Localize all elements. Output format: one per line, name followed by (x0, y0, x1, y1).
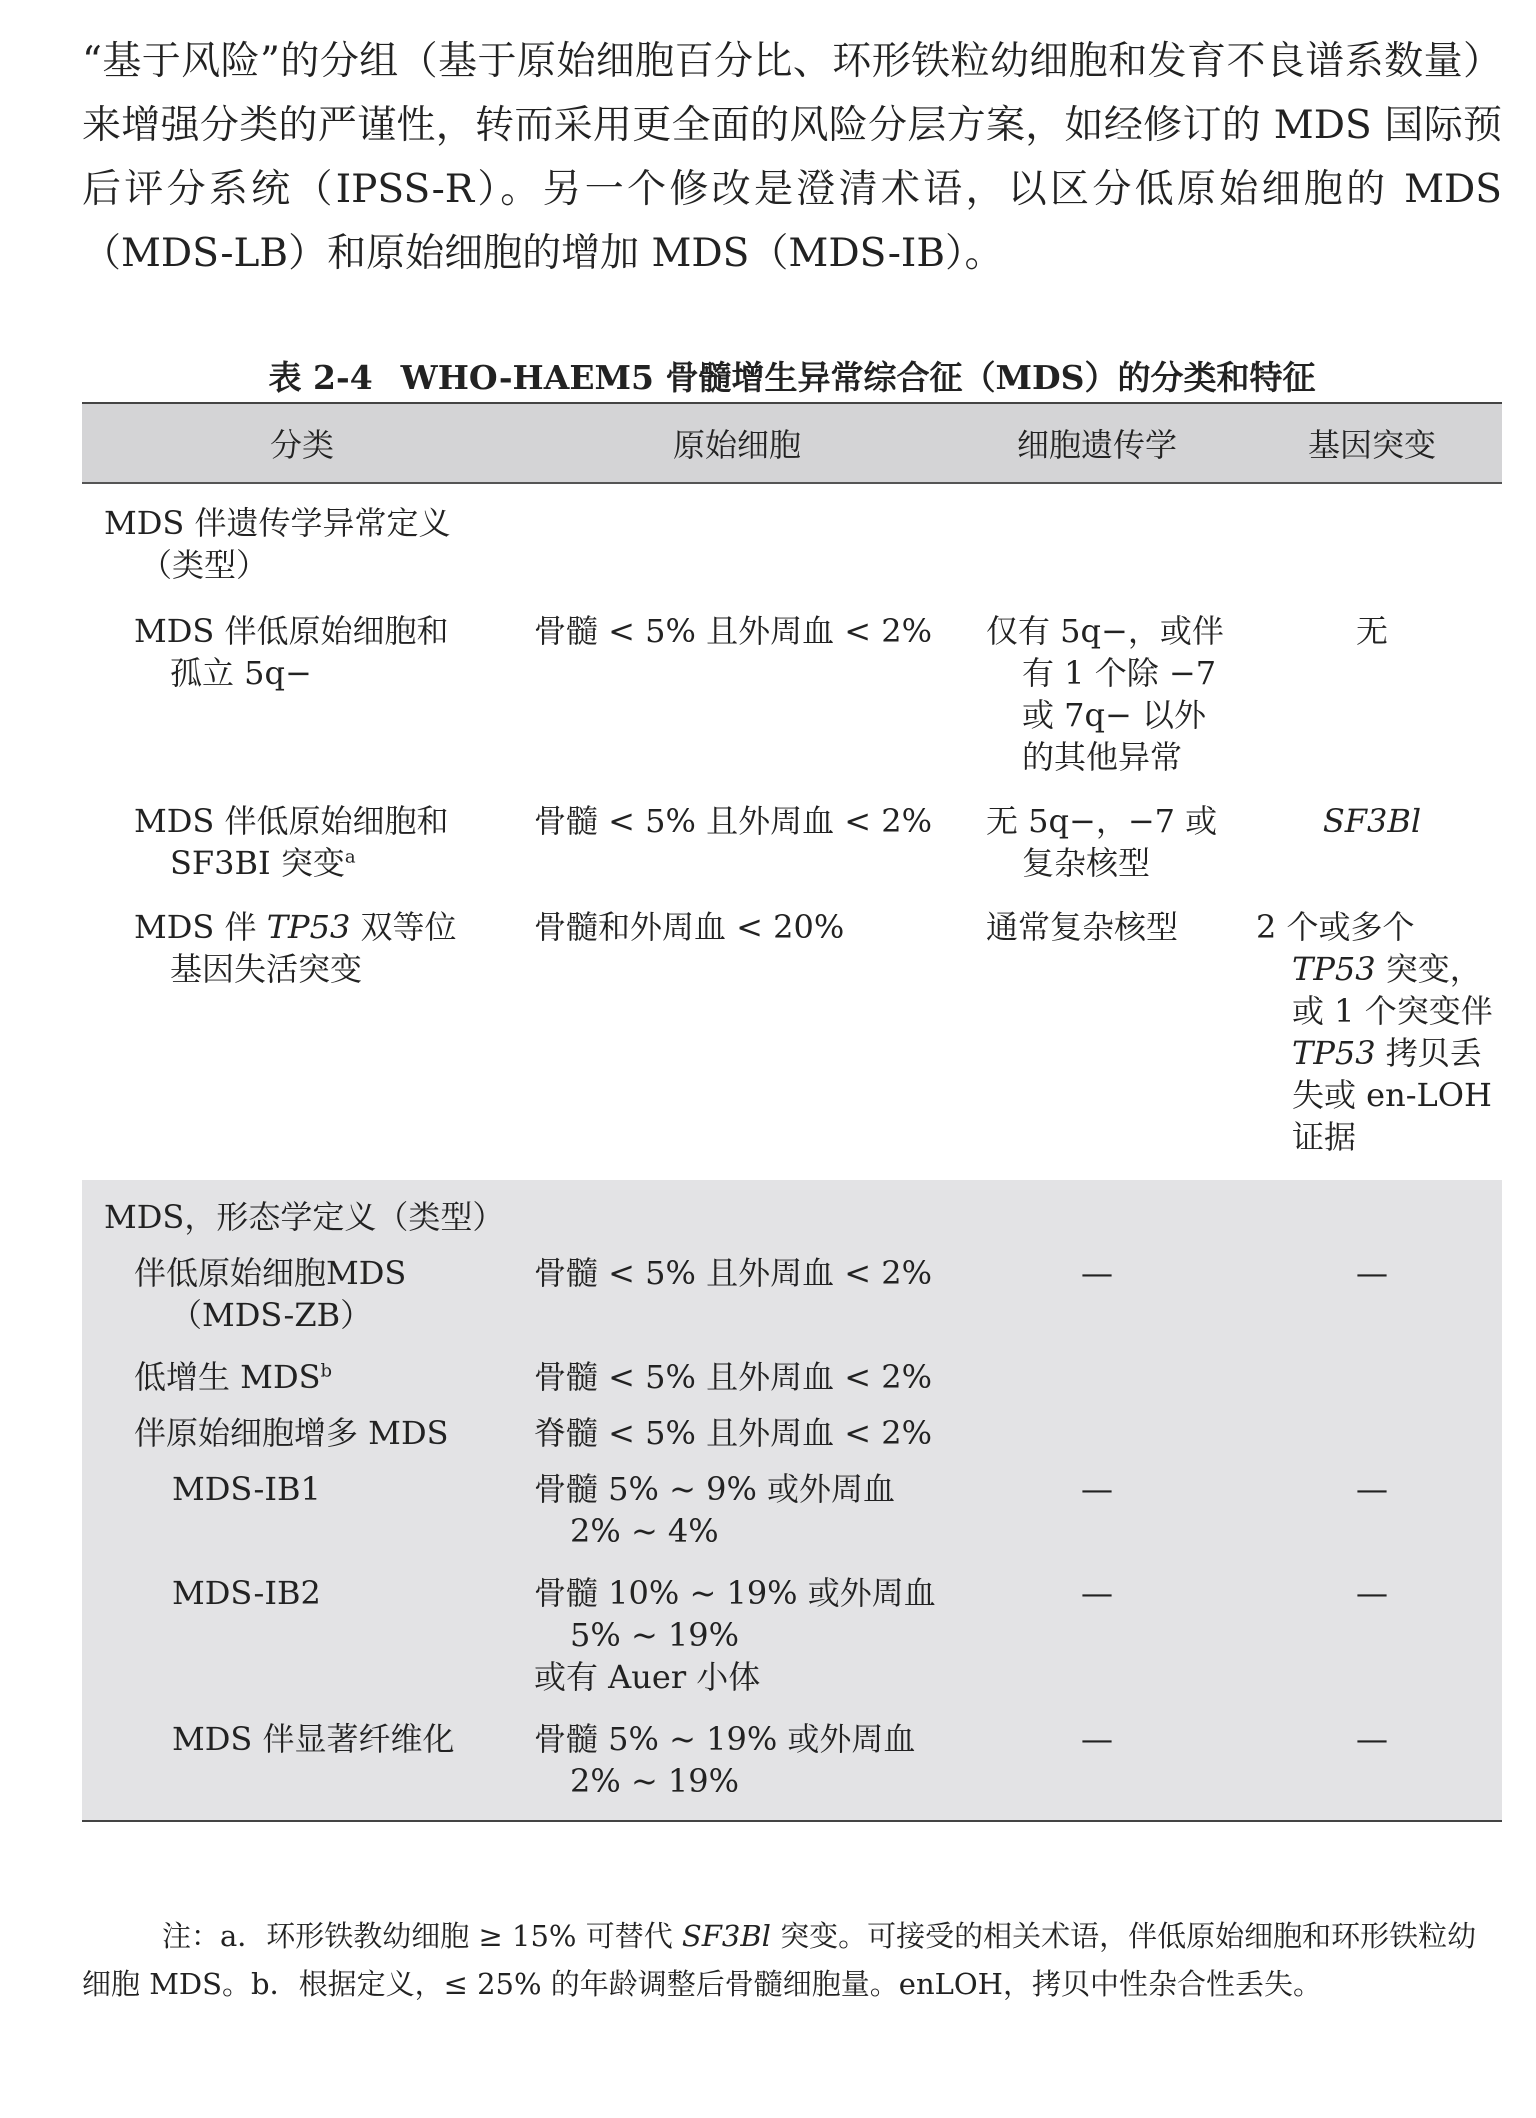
row-gene (1242, 1356, 1502, 1398)
group-title-row (82, 502, 1502, 586)
table-footnote (82, 1912, 1502, 2008)
row-name: MDS 伴低原始细胞和孤立 5q− (134, 612, 449, 692)
row-blasts: 骨髓 < 5% 且外周血 < 2% (534, 612, 933, 650)
row-name: 低增生 MDS$^b$ (134, 1358, 333, 1396)
table-row (82, 1252, 1502, 1336)
row-name: MDS 伴 TP53 双等位基因失活突变 (134, 908, 457, 988)
group-title-morphologic: MDS，形态学定义（类型） (104, 1198, 505, 1236)
table-row (82, 1572, 1502, 1698)
row-cytogenetics: — (1081, 1254, 1113, 1292)
morphologic-group-section (82, 1180, 1502, 1820)
table-row (82, 1412, 1502, 1454)
table-row (82, 1356, 1502, 1398)
group-title-genetic: MDS 伴遗传学异常定义（类型） (104, 504, 451, 584)
row-blasts: 骨髓 < 5% 且外周血 < 2% (534, 802, 933, 840)
row-cytogenetics: — (1081, 1720, 1113, 1758)
row-cytogenetics (952, 1356, 1242, 1398)
footnote-part1: 注：a．环形铁教幼细胞 ≥ 15% 可替代 (162, 1919, 682, 1953)
footnote-b-mark: b (320, 1360, 333, 1382)
intro-text: “基于风险”的分组（基于原始细胞百分比、环形铁粒幼细胞和发育不良谱系数量）来增强分类的严谨性，转而采用更全面的风险分层方案，如经修订的 MDS 国际预后评分系统（IPSS-R）。另一个修改是澄清术语，以区分低原始细胞的 MDS（MDS-LB）和原始细胞的增加 MDS（MDS-IB）。 (82, 39, 1502, 276)
row-name: MDS-IB2 (172, 1574, 321, 1612)
row-cytogenetics: — (1081, 1574, 1113, 1612)
table-row (82, 800, 1502, 884)
row-name: MDS-IB1 (172, 1470, 321, 1508)
row-blasts: 骨髓 < 5% 且外周血 < 2% (534, 1254, 933, 1292)
row-blasts: 骨髓 < 5% 且外周血 < 2% (534, 1358, 933, 1396)
intro-paragraph (82, 30, 1502, 286)
table-title: WHO-HAEM5 骨髓增生异常综合征（MDS）的分类和特征 (400, 358, 1316, 397)
table-row (82, 1468, 1502, 1552)
row-gene: 2 个或多个 TP53 突变，或 1 个突变伴 TP53 拷贝丢失或 en-LOH 证据 (1256, 908, 1493, 1156)
row-gene: — (1356, 1720, 1388, 1758)
row-name: MDS 伴显著纤维化 (172, 1720, 455, 1758)
header-gene-mutation: 基因突变 (1307, 426, 1436, 464)
row-gene: 无 (1355, 612, 1388, 650)
table-row (82, 1718, 1502, 1802)
row-gene: — (1356, 1254, 1388, 1292)
row-cytogenetics: 通常复杂核型 (986, 908, 1179, 946)
table-number: 表 2-4 (268, 358, 373, 397)
row-cytogenetics: 无 5q−，−7 或复杂核型 (986, 802, 1218, 882)
row-gene: — (1356, 1574, 1388, 1612)
row-gene: SF3Bl (1322, 802, 1422, 840)
row-name: MDS 伴低原始细胞和 SF3BI 突变$^a$ (134, 802, 449, 882)
header-cytogenetics: 细胞遗传学 (1016, 426, 1177, 464)
table-header-row (82, 404, 1502, 484)
row-name: 伴低原始细胞MDS（MDS-ZB） (134, 1254, 407, 1334)
table-row (82, 906, 1502, 1158)
group-title-row (82, 1196, 1502, 1238)
row-cytogenetics (952, 1412, 1242, 1454)
header-category: 分类 (269, 426, 334, 464)
table-caption (82, 352, 1502, 399)
footnote-gene: SF3Bl (681, 1919, 771, 1953)
row-blasts: 骨髓和外周血 < 20% (534, 908, 845, 946)
row-cytogenetics: 仅有 5q−，或伴有 1 个除 −7 或 7q− 以外的其他异常 (986, 612, 1224, 776)
row-blasts: 脊髓 < 5% 且外周血 < 2% (534, 1414, 933, 1452)
genetic-group-section (82, 484, 1502, 1180)
row-name: 伴原始细胞增多 MDS (134, 1414, 449, 1452)
table-row (82, 610, 1502, 778)
row-blasts: 骨髓 5% ~ 9% 或外周血 2% ~ 4% (534, 1470, 896, 1550)
row-cytogenetics: — (1081, 1470, 1113, 1508)
row-blasts: 骨髓 10% ~ 19% 或外周血 5% ~ 19% 或有 Auer 小体 (522, 1572, 952, 1698)
row-blasts: 骨髓 5% ~ 19% 或外周血 2% ~ 19% (534, 1720, 916, 1800)
footnote-part2: 突变。可接受的相关术语，伴低原始细胞和环形铁粒幼细胞 MDS。b．根据定义，≤ 25% 的年龄调整后骨髓细胞量。enLOH，拷贝中性杂合性丢失。 (82, 1919, 1477, 2001)
row-gene (1242, 1412, 1502, 1454)
classification-table (82, 402, 1502, 1822)
footnote-a-mark: a (344, 846, 356, 868)
row-blasts-extra: 或有 Auer 小体 (534, 1658, 761, 1696)
header-blasts: 原始细胞 (672, 426, 801, 464)
row-gene: — (1356, 1470, 1388, 1508)
